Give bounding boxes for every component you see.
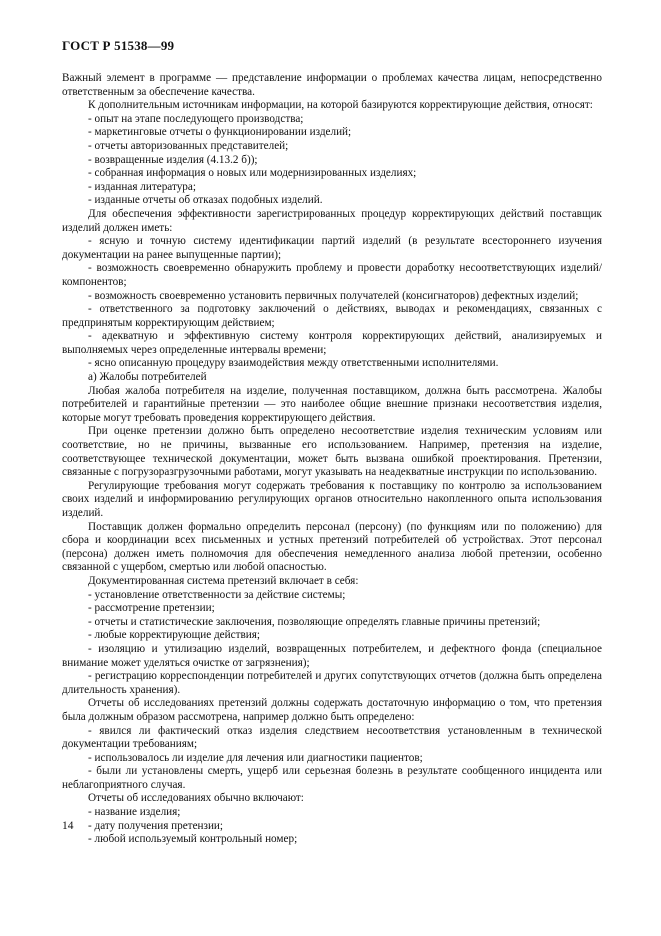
list-item: - название изделия; [88, 806, 181, 819]
paragraph: - использовалось ли изделие для лечения или диагностики пациентов; [88, 751, 423, 764]
list-item: - изданная литература; [88, 180, 196, 193]
list-item: - отчеты авторизованных представителей; [88, 139, 289, 152]
document-body [62, 72, 602, 847]
list-item: - собранная информация о новых или модернизированных изделиях; [88, 167, 417, 180]
paragraph: - регистрацию корреспонденции потребителей и других сопутствующих отчетов (должна быть определена длительность хранения). [62, 670, 602, 696]
paragraph: - были ли установлены смерть, ущерб или серьезная болезнь в результате сообщенного инцидента или неблагоприятного случая. [62, 765, 602, 791]
paragraph: Любая жалоба потребителя на изделие, полученная поставщиком, должна быть рассмотрена. Жалобы потребителей и гарантийные претензии — это наиболее общие внешние признаки несоответствия изделия, которые могут требовать проведения корректирующего действия. [62, 384, 602, 424]
paragraph: Отчеты об исследованиях обычно включают: [88, 792, 304, 805]
paragraph: а) Жалобы потребителей [88, 371, 207, 384]
standard-header: ГОСТ Р 51538—99 [62, 38, 175, 53]
list-item: - возвращенные изделия (4.13.2 б)); [88, 153, 258, 166]
paragraph: - возможность своевременно обнаружить проблему и провести доработку несоответствующих изделий/компонентов; [62, 262, 602, 288]
paragraph: Регулирующие требования могут содержать требования к поставщику по контролю за использованием своих изделий и информированию регулирующих органов относительно накопленного опыта использования изделий. [62, 479, 602, 519]
paragraph: Поставщик должен формально определить персонал (персону) (по функциям или по положению) для сбора и координации всех письменных и устных претензий потребителей об устройствах. Этот персонал (персона) должен иметь полномочия для обеспечения немедленного анализа любой претензии, особенно связанной с ущербом, смертью или любой опасностью. [62, 520, 602, 574]
paragraph: Отчеты об исследованиях претензий должны содержать достаточную информацию о том, что претензия была должным образом рассмотрена, например должно быть определено: [62, 697, 602, 723]
list-item: - рассмотрение претензии; [88, 602, 215, 615]
paragraph: - явился ли фактический отказ изделия следствием несоответствия установленным в технической документации требованиям; [62, 724, 602, 751]
paragraph: - адекватную и эффективную систему контроля корректирующих действий, анализируемых и выполняемых через определенные интервалы времени; [62, 330, 602, 356]
list-item: - установление ответственности за действие системы; [88, 588, 346, 601]
list-item: - маркетинговые отчеты о функционировании изделий; [88, 126, 352, 139]
page-number: 14 [62, 820, 74, 832]
paragraph: - возможность своевременно установить первичных получателей (консигнаторов) дефектных изделий; [88, 289, 579, 302]
list-item: - любые корректирующие действия; [88, 629, 260, 642]
paragraph: - ясно описанную процедуру взаимодействия между ответственными исполнителями. [88, 357, 499, 370]
paragraph: - ответственного за подготовку заключений о действиях, выводах и рекомендациях, связанных с предпринятым корректирующим действием; [62, 303, 602, 329]
list-item: - отчеты и статистические заключения, позволяющие определять главные причины претензий; [88, 615, 541, 628]
paragraph: При оценке претензии должно быть определено несоответствие изделия техническим условиям или соответствие, но не причины, вызванные его использованием. Например, претензия на изделие, соответствующее технической документации, может быть вызвана ошибкой проектирования. Претензии, связанные с погрузоразгрузочными работами, могут указывать на неадекватные инструкции по использованию. [62, 425, 602, 479]
paragraph: К дополнительным источникам информации, на которой базируются корректирующие действия, относят: [88, 99, 593, 112]
list-item: - любой используемый контрольный номер; [88, 833, 298, 846]
paragraph: - ясную и точную систему идентификации партий изделий (в результате всестороннего изучения документации на ранее выпущенные партии); [62, 235, 602, 261]
list-item: - изданные отчеты об отказах подобных изделий. [88, 194, 323, 207]
paragraph: Документированная система претензий включает в себя: [88, 574, 359, 587]
list-item: - дату получения претензии; [88, 819, 224, 832]
list-item: - опыт на этапе последующего производства; [88, 112, 304, 125]
paragraph: Для обеспечения эффективности зарегистрированных процедур корректирующих действий поставщик изделий должен иметь: [62, 207, 602, 234]
paragraph: Важный элемент в программе — представление информации о проблемах качества лицам, непосредственно ответственным за обеспечение качества. [62, 72, 602, 98]
paragraph: - изоляцию и утилизацию изделий, возвращенных потребителем, и дефектного фонда (специальное внимание может уделяться очистке от загрязнения); [62, 642, 602, 669]
